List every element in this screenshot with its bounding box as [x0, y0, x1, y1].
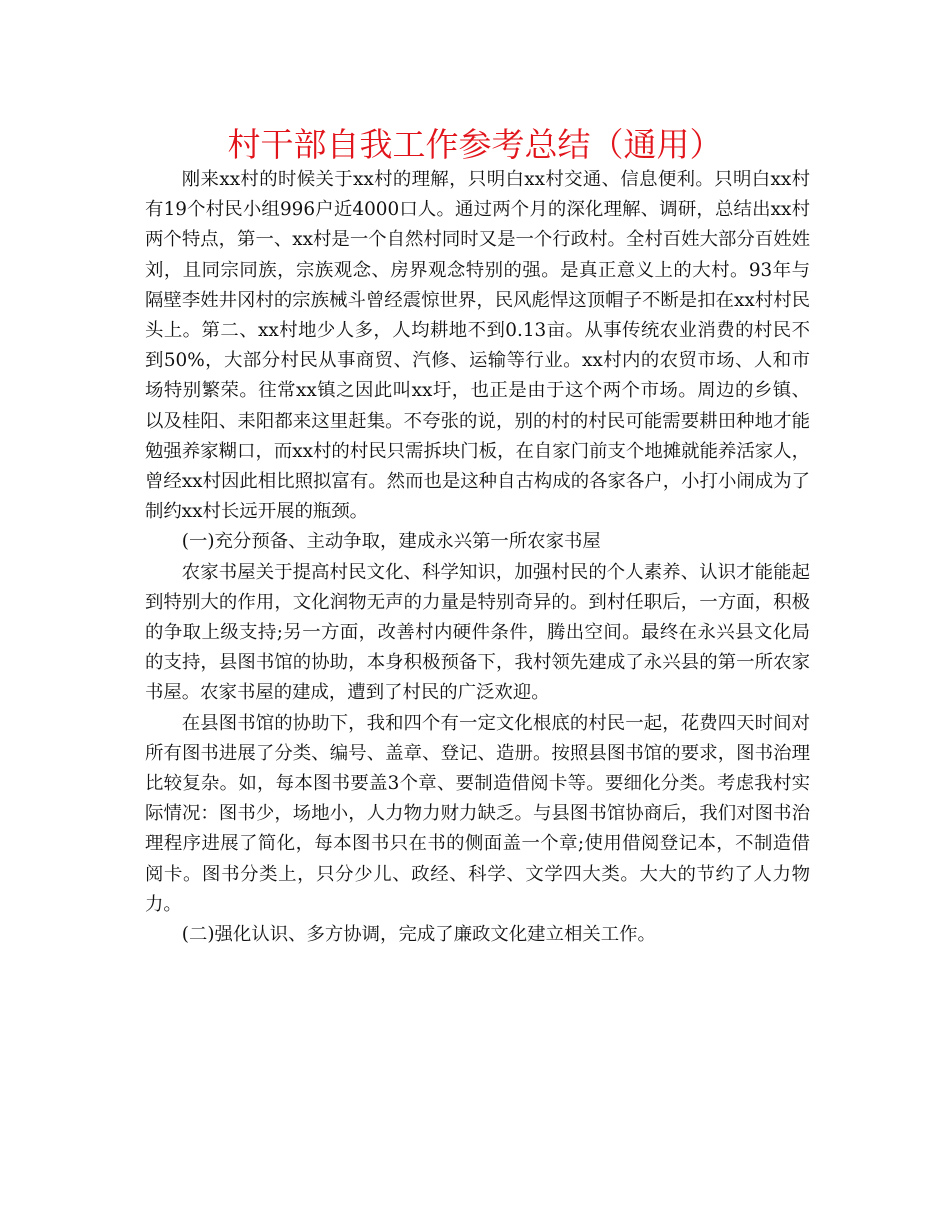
document-body [145, 165, 810, 950]
document-title: 村干部自我工作参考总结（通用） [227, 125, 723, 164]
paragraph-intro: 刚来xx村的时候关于xx村的理解，只明白xx村交通、信息便利。只明白xx村有19个村民小组996户近4000口人。通过两个月的深化理解、调研，总结出xx村两个特点，第一、xx村是一个自然村同时又是一个行政村。全村百姓大部分百姓姓刘，且同宗同族，宗族观念、房界观念特别的强。是真正意义上的大村。93年与隔壁李姓井冈村的宗族械斗曾经震惊世界，民风彪悍这顶帽子不断是扣在xx村村民头上。第二、xx村地少人多，人均耕地不到0.13亩。从事传统农业消费的村民不到50%，大部分村民从事商贸、汽修、运输等行业。xx村内的农贸市场、人和市场特别繁荣。往常xx镇之因此叫xx圩，也正是由于这个两个市场。周边的乡镇、以及桂阳、耒阳都来这里赶集。不夸张的说，别的村的村民可能需要耕田种地才能勉强养家糊口，而xx村的村民只需拆块门板，在自家门前支个地摊就能养活家人，曾经xx村因此相比照拟富有。然而也是这种自古构成的各家各户，小打小闹成为了制约xx村长远开展的瓶颈。 [145, 169, 810, 523]
section-heading-2: (二)强化认识、多方协调，完成了廉政文化建立相关工作。 [181, 924, 656, 946]
section-heading-1: (一)充分预备、主动争取，建成永兴第一所农家书屋 [181, 531, 601, 553]
paragraph-library-management: 在县图书馆的协助下，我和四个有一定文化根底的村民一起，花费四天时间对所有图书进展了分类、编号、盖章、登记、造册。按照县图书馆的要求，图书治理比较复杂。如，每本图书要盖3个章、要制造借阅卡等。要细化分类。考虑我村实际情况：图书少，场地小，人力物力财力缺乏。与县图书馆协商后，我们对图书治理程序进展了简化，每本图书只在书的侧面盖一个章;使用借阅登记本，不制造借阅卡。图书分类上，只分少儿、政经、科学、文学四大类。大大的节约了人力物力。 [145, 712, 810, 915]
paragraph-library-intro: 农家书屋关于提高村民文化、科学知识，加强村民的个人素养、认识才能能起到特别大的作用，文化润物无声的力量是特别奇异的。到村任职后，一方面，积极的争取上级支持;另一方面，改善村内硬件条件，腾出空间。最终在永兴县文化局的支持，县图书馆的协助，本身积极预备下，我村领先建成了永兴县的第一所农家书屋。农家书屋的建成，遭到了村民的广泛欢迎。 [145, 561, 810, 704]
